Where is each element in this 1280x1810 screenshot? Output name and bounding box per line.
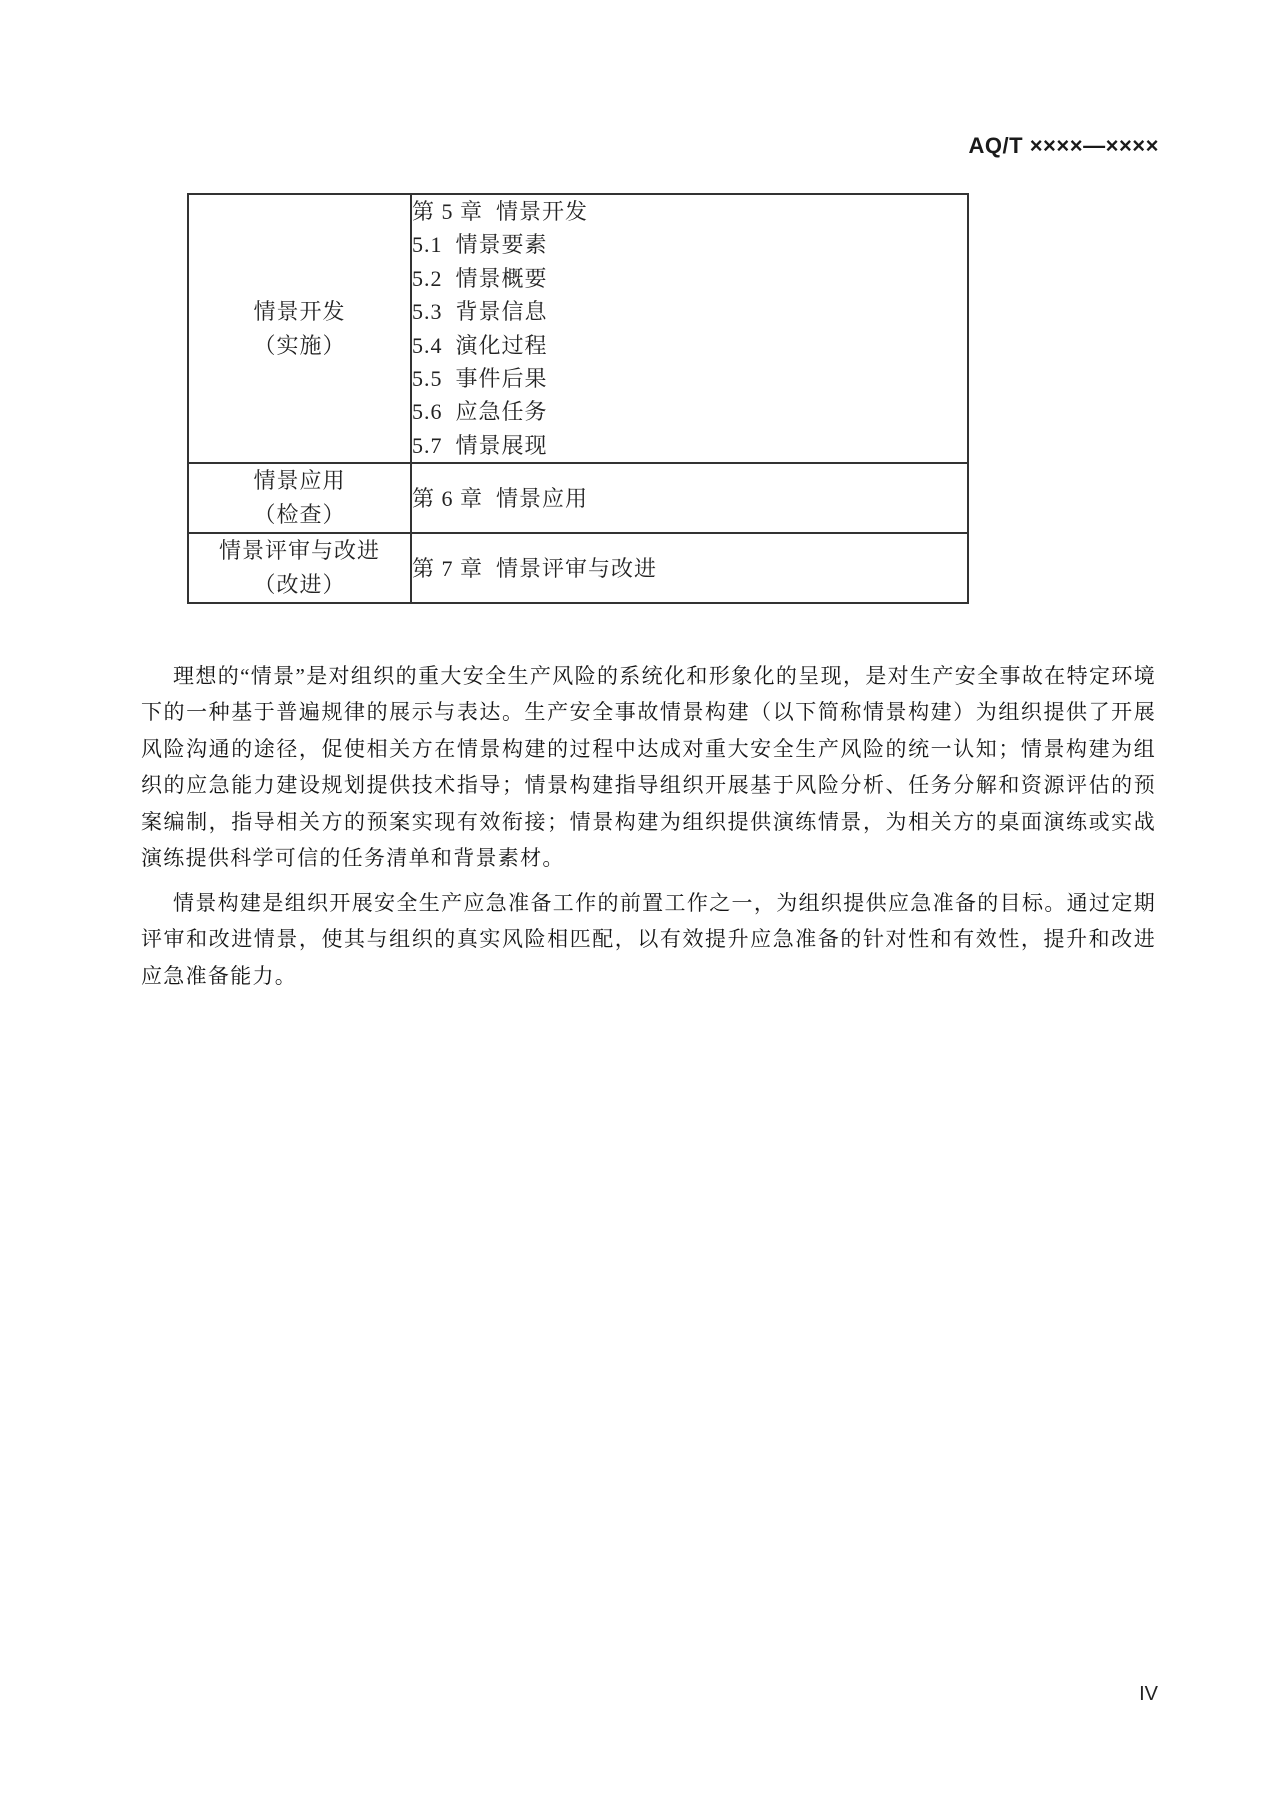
stage-pdca-label: （实施） [253, 332, 346, 358]
chapter-entry: 5.5 事件后果 [412, 366, 548, 392]
intro-paragraph-scenario-purpose: 情景构建是组织开展安全生产应急准备工作的前置工作之一，为组织提供应急准备的目标。通过定期评审和改进情景，使其与组织的真实风险相匹配，以有效提升应急准备的针对性和有效性，提升和改进应急准备能力。 [141, 891, 1156, 988]
chapters-cell-development [411, 194, 968, 463]
table-row [188, 463, 968, 533]
stage-cell-review-improve [188, 533, 411, 603]
stage-cell-development [188, 194, 411, 463]
stage-cell-application [188, 463, 411, 533]
chapter-entry: 5.4 演化过程 [412, 332, 548, 358]
scenario-process-table [187, 193, 969, 604]
chapter-entry: 5.2 情景概要 [412, 265, 548, 291]
table-row [188, 194, 968, 463]
page-number: IV [1139, 1683, 1158, 1705]
table-row [188, 533, 968, 603]
chapter-entry: 5.1 情景要素 [412, 232, 548, 258]
chapter-entry: 5.7 情景展现 [412, 432, 548, 458]
stage-pdca-label: （改进） [253, 572, 346, 598]
standard-code-header: AQ/T ××××—×××× [968, 133, 1159, 158]
stage-name: 情景开发 [253, 298, 346, 324]
chapter-entry: 5.3 背景信息 [412, 299, 548, 325]
chapters-cell-application [411, 463, 968, 533]
chapters-cell-review-improve [411, 533, 968, 603]
chapter-entry: 第 6 章 情景应用 [412, 485, 589, 511]
chapter-entry: 第 5 章 情景开发 [412, 199, 589, 224]
stage-name: 情景评审与改进 [218, 538, 380, 564]
intro-paragraph-scenario-definition: 理想的“情景”是对组织的重大安全生产风险的系统化和形象化的呈现，是对生产安全事故在特定环境下的一种基于普遍规律的展示与表达。生产安全事故情景构建（以下简称情景构建）为组织提供了开展风险沟通的途径，促使相关方在情景构建的过程中达成对重大安全生产风险的统一认知；情景构建为组织的应急能力建设规划提供技术指导；情景构建指导组织开展基于风险分析、任务分解和资源评估的预案编制，指导相关方的预案实现有效衔接；情景构建为组织提供演练情景，为相关方的桌面演练或实战演练提供科学可信的任务清单和背景素材。 [141, 664, 1156, 871]
stage-pdca-label: （检查） [253, 502, 346, 528]
chapter-entry: 5.6 应急任务 [412, 399, 548, 425]
stage-name: 情景应用 [253, 468, 346, 494]
chapter-entry: 第 7 章 情景评审与改进 [412, 555, 658, 581]
